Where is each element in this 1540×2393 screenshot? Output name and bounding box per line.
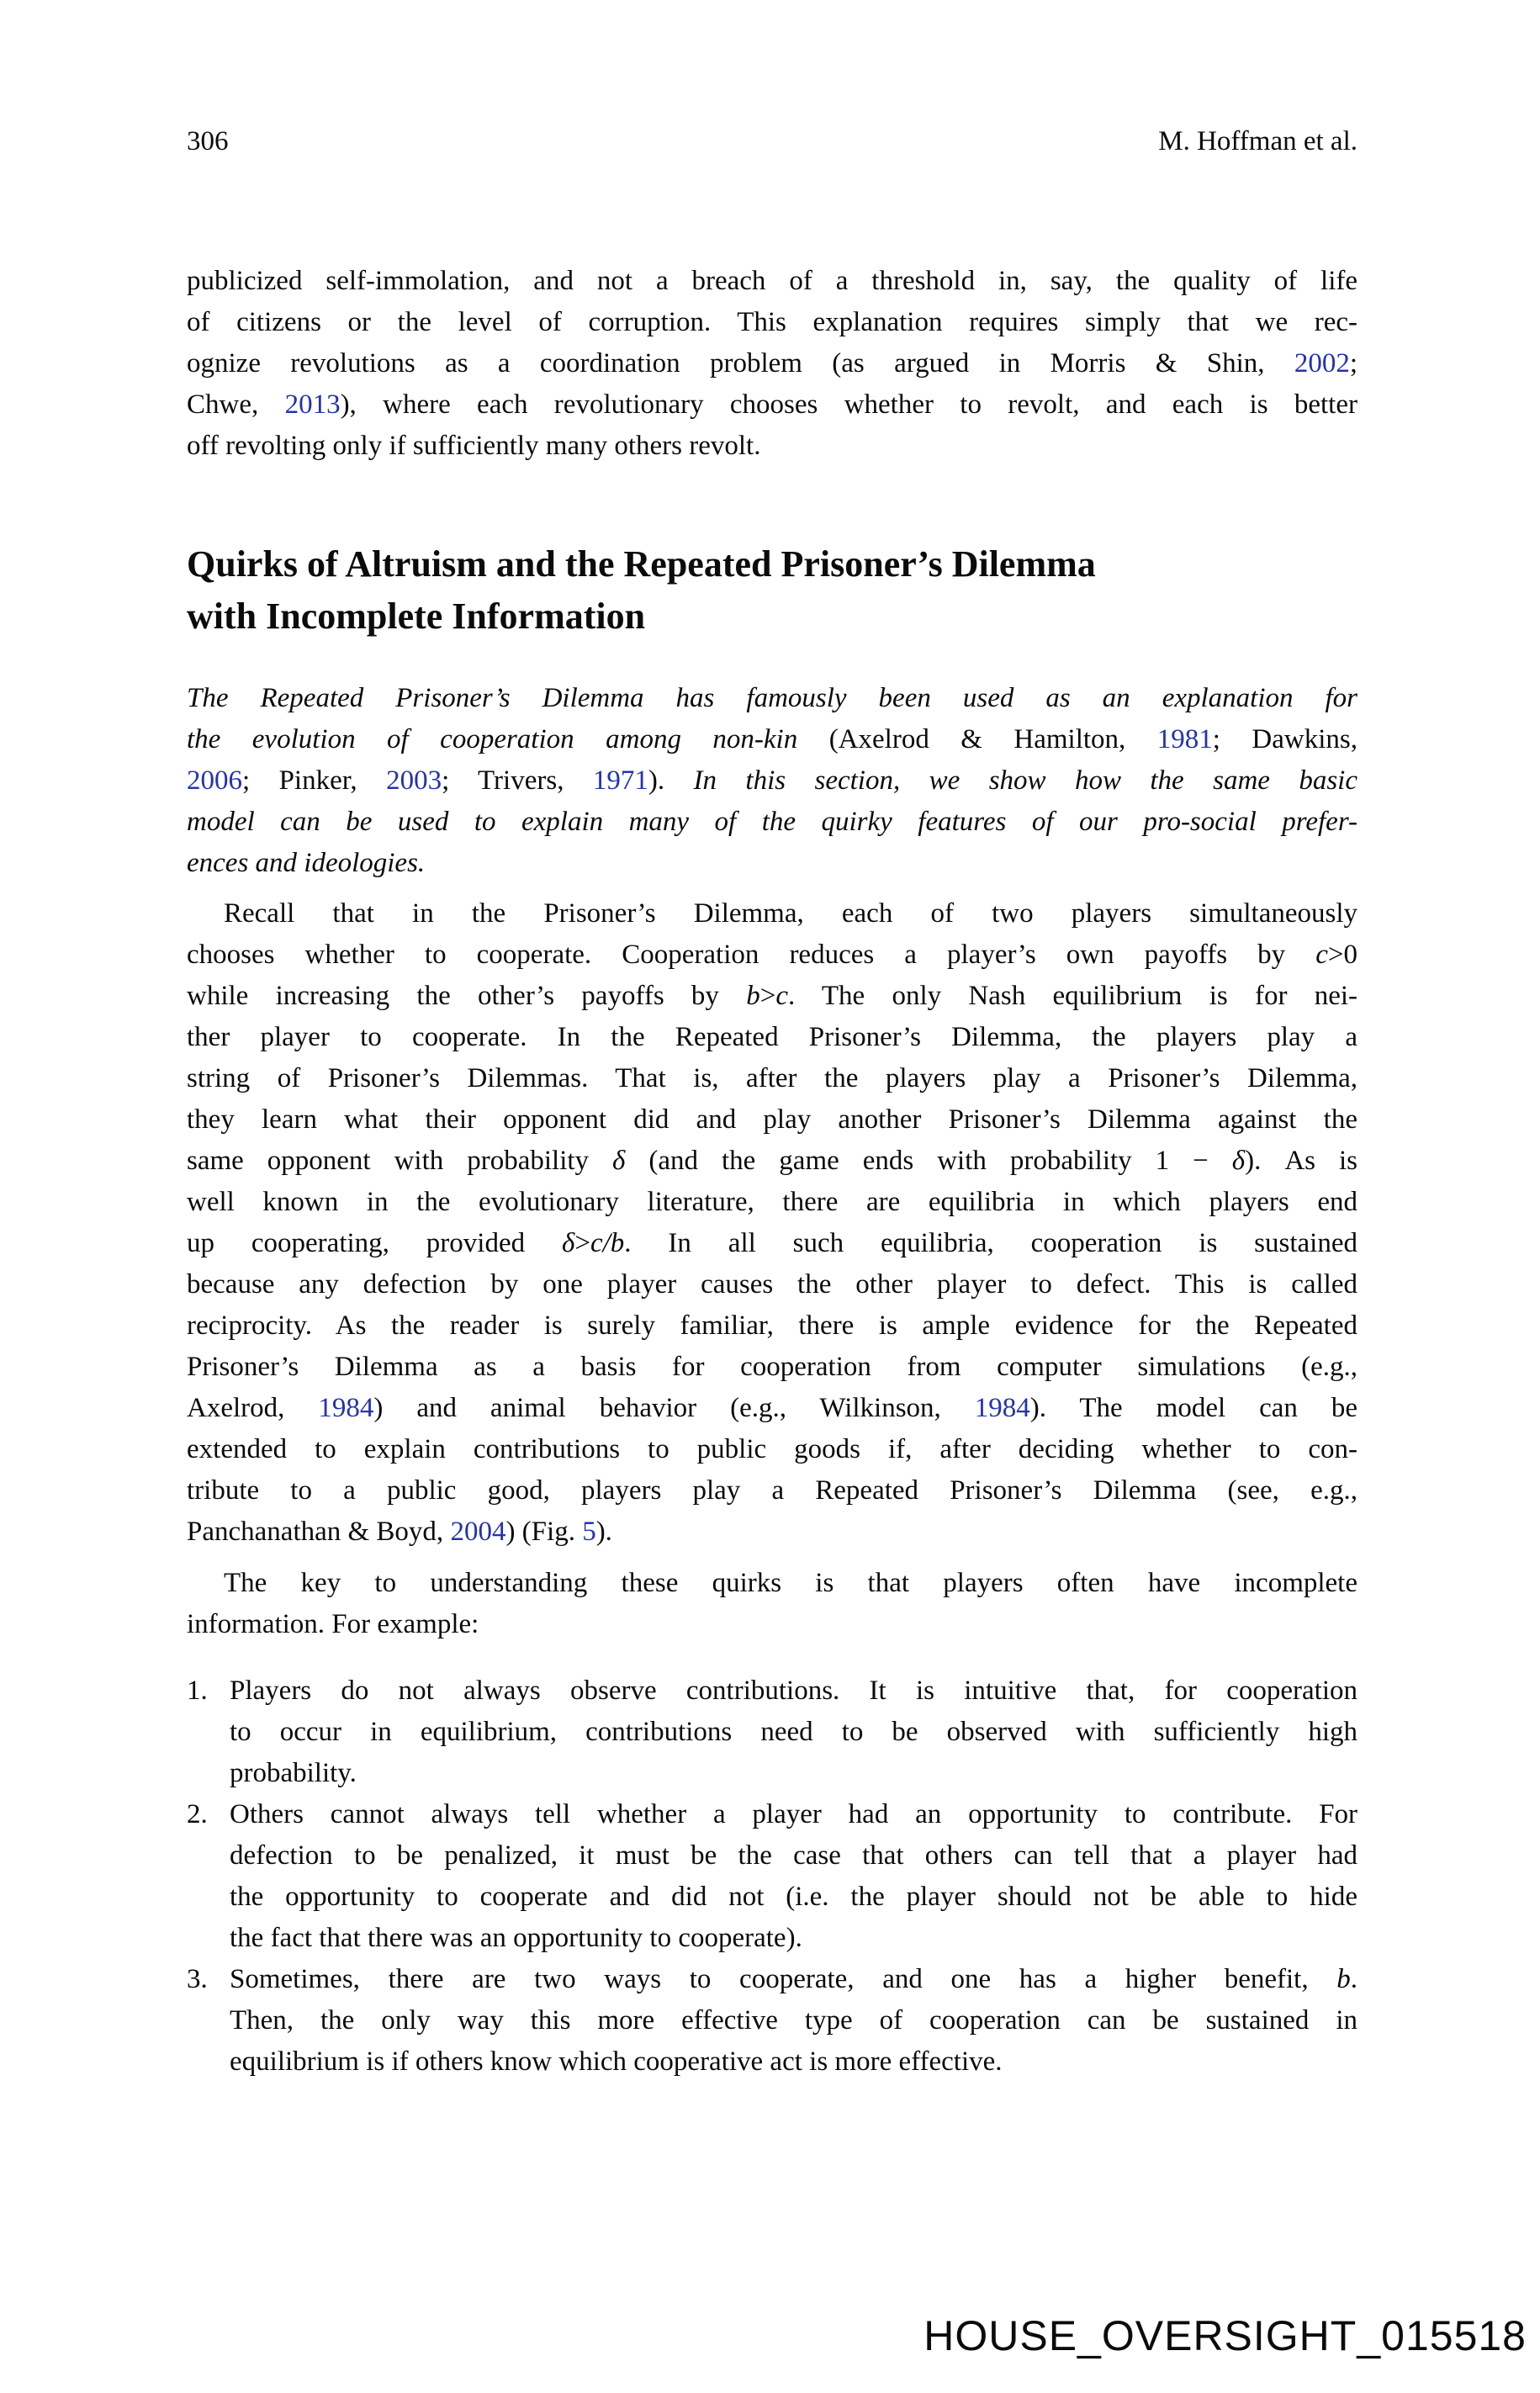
text-segment: ) and animal behavior (e.g., Wilkinson,: [373, 1393, 975, 1423]
text-segment: ognize revolutions as a coordination problem (as argued in Morris & Shin,: [187, 348, 1294, 379]
text-segment: the opportunity to cooperate and did not (i.e. the player should not be able to hide: [230, 1882, 1357, 1912]
text-line: [230, 1753, 1357, 1794]
text-segment: The Repeated Prisoner’s Dilemma has famously been used as an explanation for: [187, 683, 1357, 713]
text-segment: the evolution of cooperation among non-kin: [187, 724, 829, 754]
text-line: [187, 893, 1357, 934]
heading-line-1: Quirks of Altruism and the Repeated Prisoner’s Dilemma: [187, 543, 1096, 585]
text-segment: Panchanathan & Boyd,: [187, 1517, 451, 1547]
citation-link[interactable]: 5: [582, 1517, 596, 1547]
text-segment: In this section, we show how the same basic: [693, 765, 1357, 796]
text-segment: ).: [648, 765, 694, 796]
text-line: [187, 1563, 1357, 1604]
text-line: [187, 934, 1357, 976]
text-segment: Players do not always observe contributions. It is intuitive that, for cooperation: [230, 1676, 1357, 1706]
text-line: [187, 760, 1357, 802]
text-segment: tribute to a public good, players play a Repeated Prisoner’s Dilemma (see, e.g.,: [187, 1475, 1357, 1506]
text-segment: off revolting only if sufficiently many others revolt.: [187, 431, 761, 461]
text-line: [187, 1429, 1357, 1470]
text-segment: chooses whether to cooperate. Cooperation reduces a player’s own payoffs by: [187, 940, 1316, 970]
text-line: [187, 384, 1357, 426]
bates-stamp: HOUSE_OVERSIGHT_015518: [923, 2312, 1527, 2359]
text-line: [230, 2041, 1357, 2083]
text-line: [187, 1223, 1357, 1264]
text-segment: ; Trivers,: [442, 765, 593, 796]
text-line: [187, 1604, 1357, 1645]
text-line: [187, 976, 1357, 1017]
text-segment: Sometimes, there are two ways to cooperate, and one has a higher benefit,: [230, 1964, 1337, 1994]
text-segment: while increasing the other’s payoffs by: [187, 981, 747, 1011]
list-item-lines: [230, 1670, 1357, 1794]
list-item-1: [187, 1670, 1357, 1794]
text-segment: ther player to cooperate. In the Repeated Prisoner’s Dilemma, the players play a: [187, 1022, 1357, 1052]
text-segment: δ: [1231, 1146, 1246, 1176]
text-segment: The key to understanding these quirks is that players often have incomplete: [224, 1568, 1357, 1598]
text-segment: (Axelrod & Hamilton,: [828, 724, 1157, 754]
citation-link[interactable]: 1984: [318, 1393, 374, 1423]
text-segment: . The only Nash equilibrium is for nei-: [787, 981, 1357, 1011]
list-item-2: [187, 1794, 1357, 1959]
list-item-lines: [230, 1794, 1357, 1959]
text-segment: they learn what their opponent did and play another Prisoner’s Dilemma against the: [187, 1104, 1357, 1135]
text-line: [187, 1512, 1357, 1553]
text-segment: ; Dawkins,: [1212, 724, 1357, 754]
text-segment: model can be used to explain many of the quirky features of our pro-social prefer-: [187, 807, 1357, 837]
text-segment: of citizens or the level of corruption. This explanation requires simply that we rec-: [187, 307, 1357, 337]
text-segment: defection to be penalized, it must be the case that others can tell that a player had: [230, 1840, 1357, 1871]
text-line: [187, 1058, 1357, 1099]
text-segment: δ: [561, 1228, 575, 1258]
numbered-list: [187, 1670, 1357, 2083]
text-segment: ; Pinker,: [242, 765, 387, 796]
text-line: [187, 843, 1357, 884]
text-segment: publicized self-immolation, and not a breach of a threshold in, say, the quality of life: [187, 266, 1357, 296]
text-line: [187, 1470, 1357, 1512]
text-segment: equilibrium is if others know which cooperative act is more effective.: [230, 2046, 1003, 2077]
text-segment: (and the game ends with probability 1 −: [625, 1146, 1232, 1176]
text-line: [230, 1794, 1357, 1835]
text-segment: Recall that in the Prisoner’s Dilemma, each of two players simultaneously: [224, 898, 1357, 929]
text-segment: >0: [1327, 940, 1357, 970]
text-segment: ). As is: [1245, 1146, 1357, 1176]
text-segment: to occur in equilibrium, contributions need to be observed with sufficiently high: [230, 1717, 1357, 1747]
text-line: [230, 1959, 1357, 2000]
text-line: [230, 1877, 1357, 1918]
text-line: [187, 1099, 1357, 1141]
text-segment: c/b: [590, 1228, 625, 1258]
citation-link[interactable]: 2003: [386, 765, 442, 796]
list-item-number: 3.: [187, 1964, 208, 1994]
text-line: [187, 1388, 1357, 1429]
list-item-number: 1.: [187, 1676, 208, 1706]
text-segment: reciprocity. As the reader is surely familiar, there is ample evidence for the Repeated: [187, 1310, 1357, 1341]
text-line: [187, 1182, 1357, 1223]
text-line: [187, 1347, 1357, 1388]
text-line: [187, 343, 1357, 384]
text-segment: the fact that there was an opportunity to cooperate).: [230, 1923, 802, 1953]
text-segment: δ: [612, 1146, 626, 1176]
text-segment: c: [1315, 940, 1328, 970]
citation-link[interactable]: 2002: [1294, 348, 1350, 379]
text-line: [187, 426, 1357, 467]
citation-link[interactable]: 2006: [187, 765, 242, 796]
text-line: [230, 2000, 1357, 2041]
text-line: [187, 1264, 1357, 1305]
text-segment: ences and ideologies.: [187, 848, 426, 878]
citation-link[interactable]: 2013: [284, 389, 341, 420]
body-paragraph: [187, 893, 1357, 1553]
text-segment: . In all such equilibria, cooperation is sustained: [624, 1228, 1357, 1258]
text-segment: information. For example:: [187, 1609, 479, 1639]
page-number: 306: [187, 126, 229, 156]
text-segment: ), where each revolutionary chooses whether to revolt, and each is better: [340, 389, 1357, 420]
citation-link[interactable]: 2004: [450, 1517, 506, 1547]
section-heading: [187, 538, 1357, 643]
text-line: [187, 1141, 1357, 1182]
text-segment: .: [1350, 1964, 1357, 1994]
heading-line-2: with Incomplete Information: [187, 596, 646, 637]
text-line: [187, 1017, 1357, 1058]
text-segment: ).: [595, 1517, 612, 1547]
page-header: [187, 124, 1357, 158]
key-paragraph: [187, 1563, 1357, 1645]
citation-link[interactable]: 1984: [974, 1393, 1030, 1423]
text-segment: because any defection by one player causes the other player to defect. This is called: [187, 1269, 1357, 1300]
text-segment: well known in the evolutionary literature, there are equilibria in which players end: [187, 1187, 1357, 1217]
citation-link[interactable]: 1971: [592, 765, 648, 796]
text-segment: c: [775, 981, 788, 1011]
text-segment: up cooperating, provided: [187, 1228, 562, 1258]
citation-link[interactable]: 1981: [1156, 724, 1213, 754]
text-segment: string of Prisoner’s Dilemmas. That is, after the players play a Prisoner’s Dilemma,: [187, 1063, 1357, 1093]
list-item-lines: [230, 1959, 1357, 2083]
list-item-number: 2.: [187, 1799, 208, 1829]
text-segment: >: [759, 981, 776, 1011]
text-segment: Prisoner’s Dilemma as a basis for cooperation from computer simulations (e.g.,: [187, 1352, 1357, 1382]
text-segment: b: [746, 981, 760, 1011]
running-head: M. Hoffman et al.: [1158, 126, 1357, 156]
text-segment: Chwe,: [187, 389, 285, 420]
paragraph-continuation: [187, 261, 1357, 467]
text-segment: >: [574, 1228, 590, 1258]
text-line: [230, 1835, 1357, 1877]
text-segment: Others cannot always tell whether a player had an opportunity to contribute. For: [230, 1799, 1357, 1829]
text-line: [187, 719, 1357, 760]
text-line: [187, 678, 1357, 719]
text-segment: ) (Fig.: [505, 1517, 583, 1547]
text-segment: Then, the only way this more effective type of cooperation can be sustained in: [230, 2005, 1357, 2036]
lede-paragraph: [187, 678, 1357, 884]
text-segment: ;: [1349, 348, 1357, 379]
text-line: [187, 802, 1357, 843]
text-segment: b: [1336, 1964, 1351, 1994]
text-segment: probability.: [230, 1758, 357, 1788]
text-line: [187, 1305, 1357, 1347]
text-line: [187, 261, 1357, 302]
text-segment: same opponent with probability: [187, 1146, 613, 1176]
text-line: [230, 1670, 1357, 1712]
text-segment: extended to explain contributions to public goods if, after deciding whether to con-: [187, 1434, 1357, 1464]
list-item-3: [187, 1959, 1357, 2083]
text-line: [230, 1918, 1357, 1959]
text-line: [230, 1712, 1357, 1753]
text-segment: ). The model can be: [1029, 1393, 1358, 1423]
text-segment: Axelrod,: [187, 1393, 319, 1423]
text-line: [187, 302, 1357, 343]
